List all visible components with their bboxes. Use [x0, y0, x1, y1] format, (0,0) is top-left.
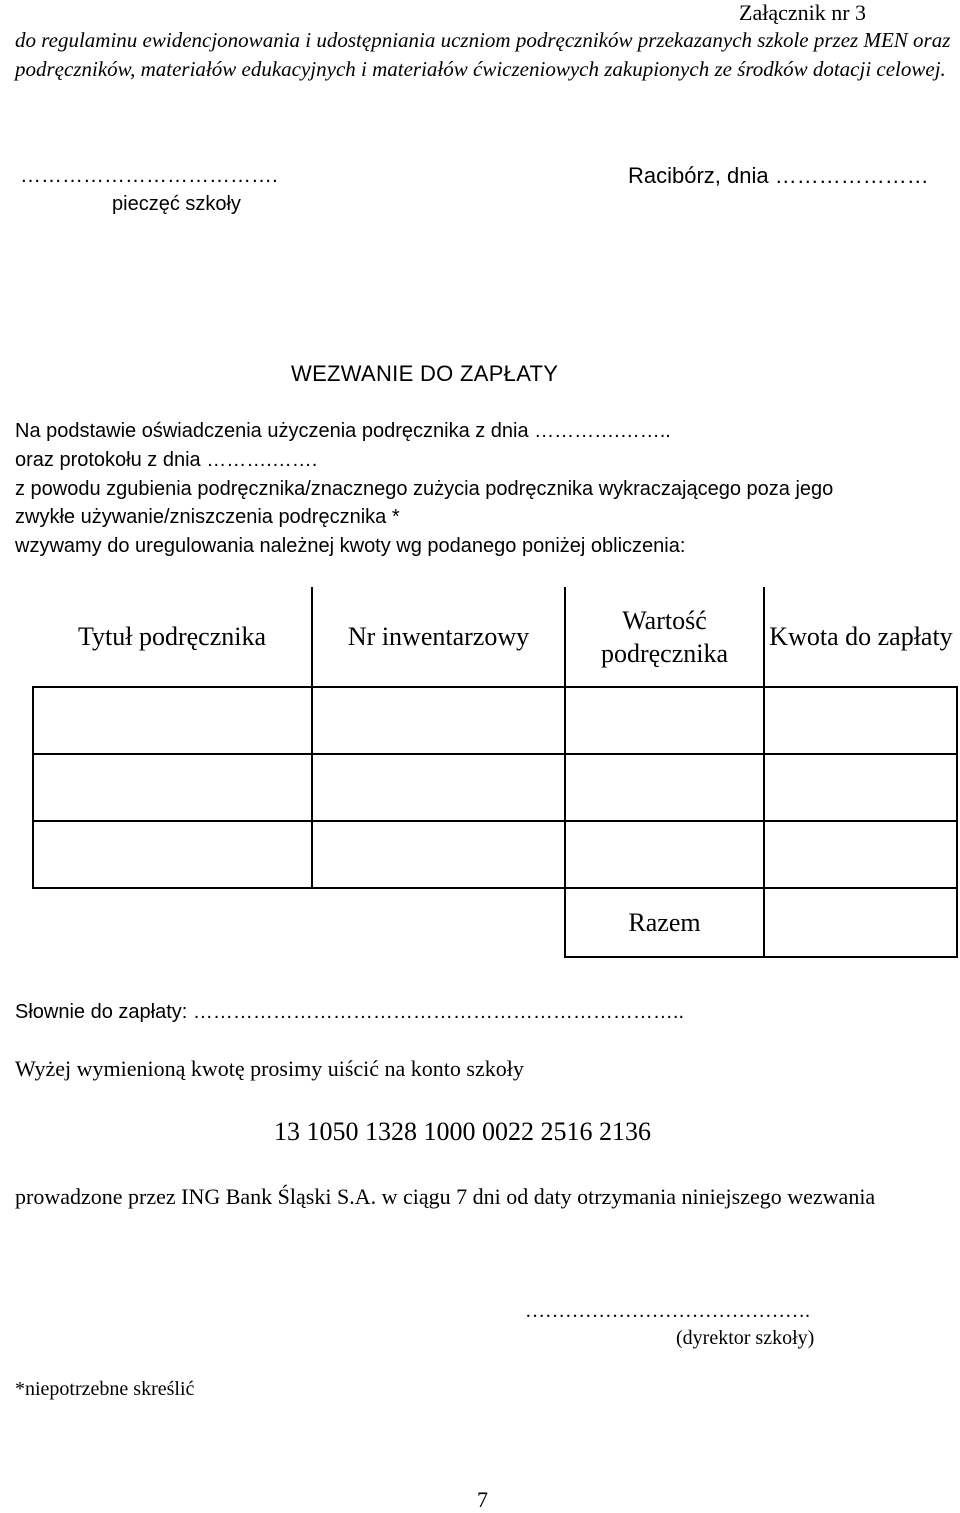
body-line-statement: Na podstawie oświadczenia użyczenia podręcznika z dnia ………….…….. [15, 420, 671, 442]
total-label: Razem [565, 888, 764, 957]
table-row [33, 754, 957, 821]
cell-total-amount[interactable] [764, 888, 957, 957]
body-line-protocol: oraz protokołu z dnia ……….……. [15, 449, 318, 471]
cell-title[interactable] [33, 821, 312, 888]
cell-inventory-number[interactable] [312, 821, 565, 888]
payment-table [32, 587, 956, 957]
regulation-reference: do regulaminu ewidencjonowania i udostępniania uczniom podręczników przekazanych szkole przez MEN oraz podręczników, materiałów edukacyjnych i materiałów ćwiczeniowych zakupionych ze środków dotacji celowej. [15, 28, 951, 81]
footnote: *niepotrzebne skreślić [15, 1378, 195, 1400]
header-title: Tytuł podręcznika [33, 587, 312, 687]
cell-book-value[interactable] [565, 754, 764, 821]
body-line-reason: z powodu zgubienia podręcznika/znacznego zużycia podręcznika wykraczającego poza jego [15, 478, 834, 500]
cell-title[interactable] [33, 687, 312, 754]
body-line-request: wzywamy do uregulowania należnej kwoty wg podanego poniżej obliczenia: [15, 535, 686, 557]
cell-amount-due[interactable] [764, 754, 957, 821]
amount-in-words-line: Słownie do zapłaty: ……………………………………………………………….. [15, 1001, 684, 1023]
table-header-row [33, 587, 957, 687]
cell-amount-due[interactable] [764, 687, 957, 754]
page-number: 7 [477, 1487, 488, 1512]
school-stamp-placeholder: ………………………………. [20, 164, 278, 187]
body-line-reason-cont: zwykłe używanie/zniszczenia podręcznika * [15, 506, 400, 528]
header-inventory-number: Nr inwentarzowy [312, 587, 565, 687]
cell-book-value[interactable] [565, 821, 764, 888]
table-row [33, 687, 957, 754]
bank-details-text: prowadzone przez ING Bank Śląski S.A. w ciągu 7 dni od daty otrzymania niniejszego wezwania [15, 1184, 876, 1209]
place-date-line: Racibórz, dnia ………………… [628, 163, 929, 188]
school-stamp-caption: pieczęć szkoły [112, 193, 241, 215]
signature-caption: (dyrektor szkoły) [676, 1327, 815, 1349]
empty-cell [33, 888, 312, 957]
payment-request-line: Wyżej wymienioną kwotę prosimy uiścić na konto szkoły [15, 1056, 524, 1081]
header-amount-due: Kwota do zapłaty [764, 587, 957, 687]
cell-book-value[interactable] [565, 687, 764, 754]
signature-placeholder: ……………………………………. [525, 1300, 810, 1322]
table-row [33, 821, 957, 888]
attachment-label: Załącznik nr 3 [739, 0, 867, 25]
cell-inventory-number[interactable] [312, 754, 565, 821]
empty-cell [312, 888, 565, 957]
header-book-value: Wartość podręcznika [565, 587, 764, 687]
cell-amount-due[interactable] [764, 821, 957, 888]
document-title: WEZWANIE DO ZAPŁATY [291, 361, 559, 386]
cell-inventory-number[interactable] [312, 687, 565, 754]
table-total-row [33, 888, 957, 957]
cell-title[interactable] [33, 754, 312, 821]
bank-account-number: 13 1050 1328 1000 0022 2516 2136 [274, 1117, 651, 1146]
